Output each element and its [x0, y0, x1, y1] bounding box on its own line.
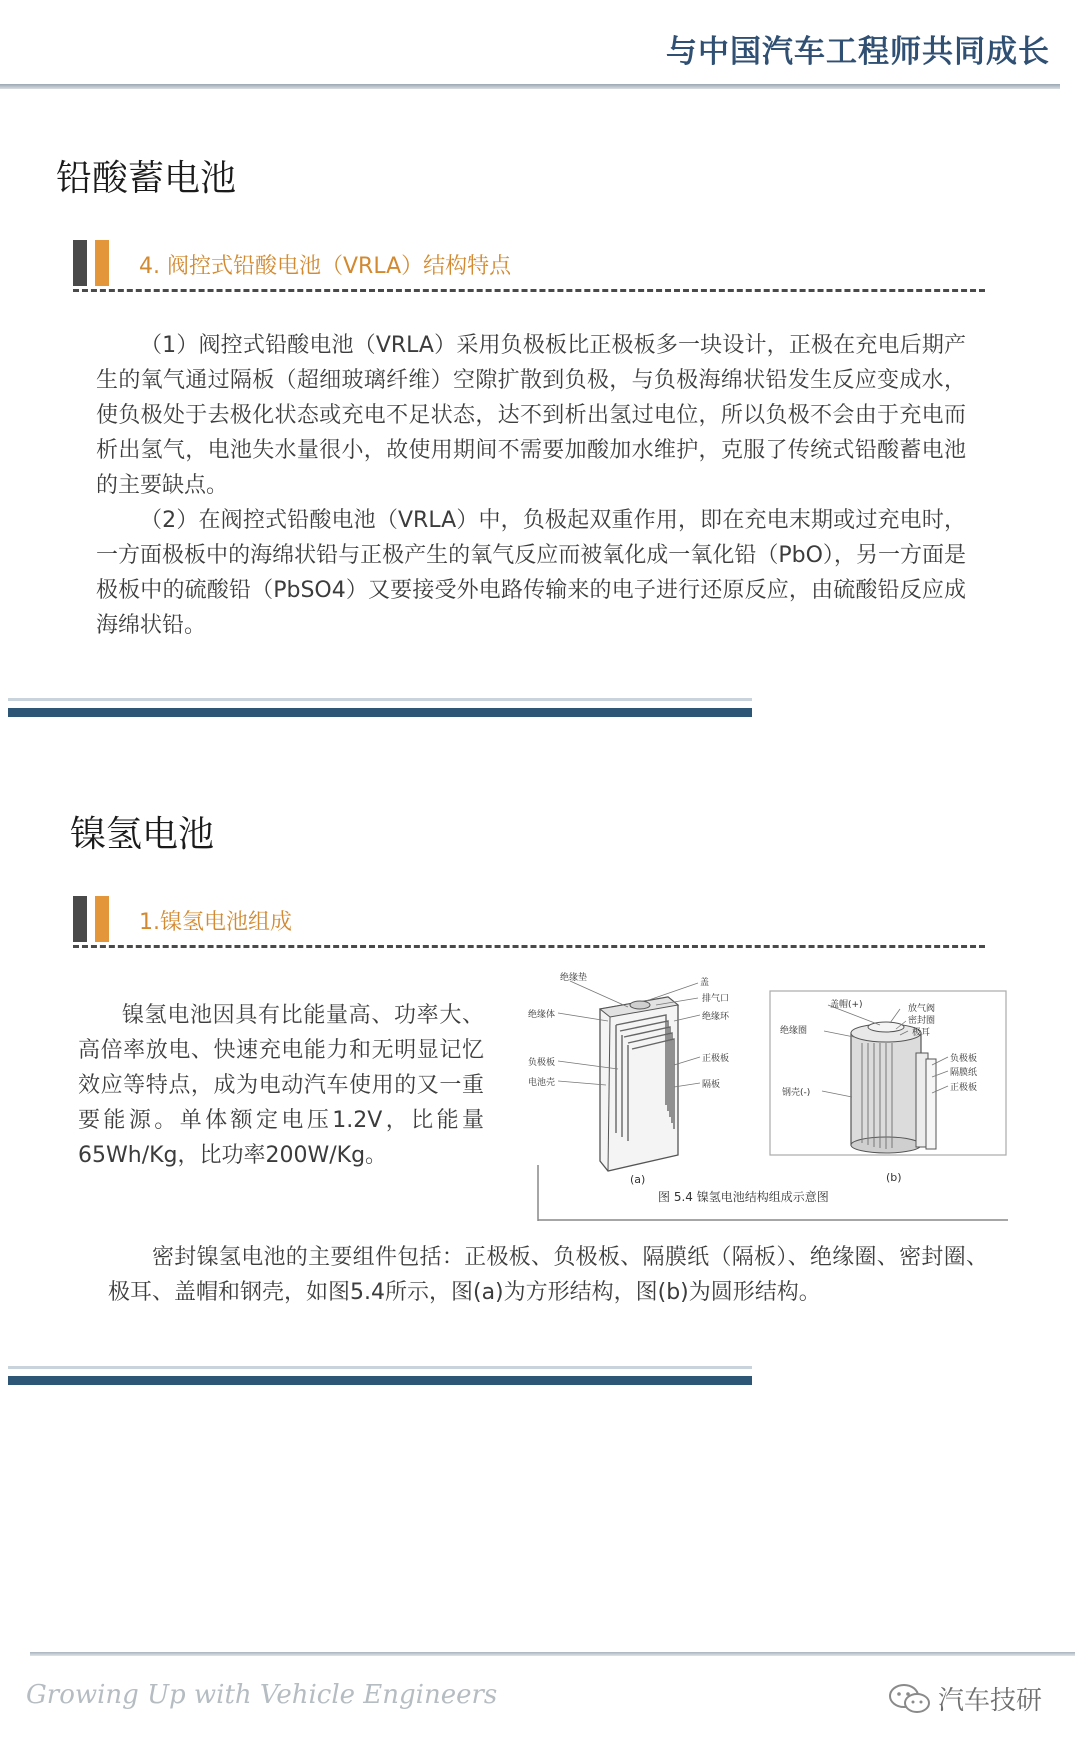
section-title-nimh: 镍氢电池	[70, 814, 215, 855]
fig-b-label: 放气阀	[908, 1004, 936, 1014]
header-brand: 与中国汽车工程师共同成长	[666, 34, 1050, 70]
section-separator	[8, 1366, 752, 1385]
fig-b-label: 极耳	[912, 1028, 931, 1038]
fig-b-label: 隔膜纸	[950, 1068, 978, 1078]
account-name: 汽车技研	[938, 1686, 1043, 1716]
subheading-nimh-composition	[73, 896, 993, 946]
fig-label-b: (b)	[886, 1171, 902, 1184]
figure-caption: 图 5.4 镍氢电池结构组成示意图	[658, 1190, 829, 1204]
fig-a-label: 绝缘环	[702, 1012, 730, 1022]
vrla-body	[96, 328, 966, 643]
fig-a-label: 盖	[700, 978, 710, 988]
subheading-marker-orange	[95, 896, 109, 942]
fig-a-label: 负极板	[528, 1058, 556, 1068]
nimh-structure-figure	[528, 965, 1008, 1221]
subheading-marker-dark	[73, 240, 87, 286]
nimh-intro	[78, 998, 484, 1173]
fig-a-label: 绝缘垫	[560, 973, 588, 983]
fig-b-label: 密封圈	[908, 1016, 936, 1026]
fig-a-label: 绝缘体	[528, 1010, 556, 1020]
wechat-icon	[888, 1683, 932, 1719]
nimh-intro-paragraph: 镍氢电池因具有比能量高、功率大、高倍率放电、快速充电能力和无明显记忆效应等特点，成为电动汽车使用的又一重要能源。单体额定电压1.2V，比能量65Wh/Kg，比功率200W/Kg。	[78, 1003, 484, 1168]
cylindrical-cell-drawing	[851, 1022, 936, 1153]
footer-slogan: Growing Up with Vehicle Engineers	[26, 1680, 498, 1710]
prismatic-cell-drawing	[600, 997, 678, 1171]
fig-b-label: 正极板	[950, 1083, 978, 1093]
section-title-lead-acid: 铅酸蓄电池	[56, 158, 237, 199]
subheading-label: 1.镍氢电池组成	[139, 910, 292, 935]
fig-b-label: 盖帽(+)	[830, 1000, 863, 1010]
header-divider	[0, 84, 1060, 89]
fig-a-label: 电池壳	[528, 1078, 556, 1088]
vrla-paragraph-1: （1）阀控式铅酸电池（VRLA）采用负极板比正极板多一块设计，正极在充电后期产生的氧气通过隔板（超细玻璃纤维）空隙扩散到负极，与负极海绵状铅发生反应变成水，使负极处于去极化状态或充电不足状态，达不到析出氢过电位，所以负极不会由于充电而析出氢气，电池失水量很小，故使用期间不需要加酸加水维护，克服了传统式铅酸蓄电池的主要缺点。	[96, 333, 966, 498]
subheading-marker-orange	[95, 240, 109, 286]
fig-a-label: 正极板	[702, 1054, 730, 1064]
footer-divider	[30, 1652, 1075, 1656]
subheading-label: 4. 阀控式铅酸电池（VRLA）结构特点	[139, 254, 512, 279]
fig-a-label: 排气口	[702, 994, 730, 1004]
dashed-divider	[73, 945, 985, 948]
fig-label-a: (a)	[630, 1173, 646, 1186]
nimh-components-paragraph: 密封镍氢电池的主要组件包括：正极板、负极板、隔膜纸（隔板）、绝缘圈、密封圈、极耳、盖帽和钢壳，如图5.4所示，图(a)为方形结构，图(b)为圆形结构。	[108, 1245, 988, 1305]
dashed-divider	[73, 289, 985, 292]
subheading-vrla	[73, 240, 993, 290]
fig-b-label: 负极板	[950, 1054, 978, 1064]
fig-b-label: 绝缘圈	[780, 1026, 808, 1036]
fig-b-label: 钢壳(-)	[782, 1088, 811, 1098]
fig-a-label: 隔板	[702, 1080, 721, 1090]
nimh-components	[108, 1240, 988, 1310]
subheading-marker-dark	[73, 896, 87, 942]
vrla-paragraph-2: （2）在阀控式铅酸电池（VRLA）中，负极起双重作用，即在充电末期或过充电时，一方面极板中的海绵状铅与正极产生的氧气反应而被氧化成一氧化铅（PbO），另一方面是极板中的硫酸铅（PbSO4）又要接受外电路传输来的电子进行还原反应，由硫酸铅反应成海绵状铅。	[96, 508, 966, 638]
section-separator	[8, 698, 752, 717]
